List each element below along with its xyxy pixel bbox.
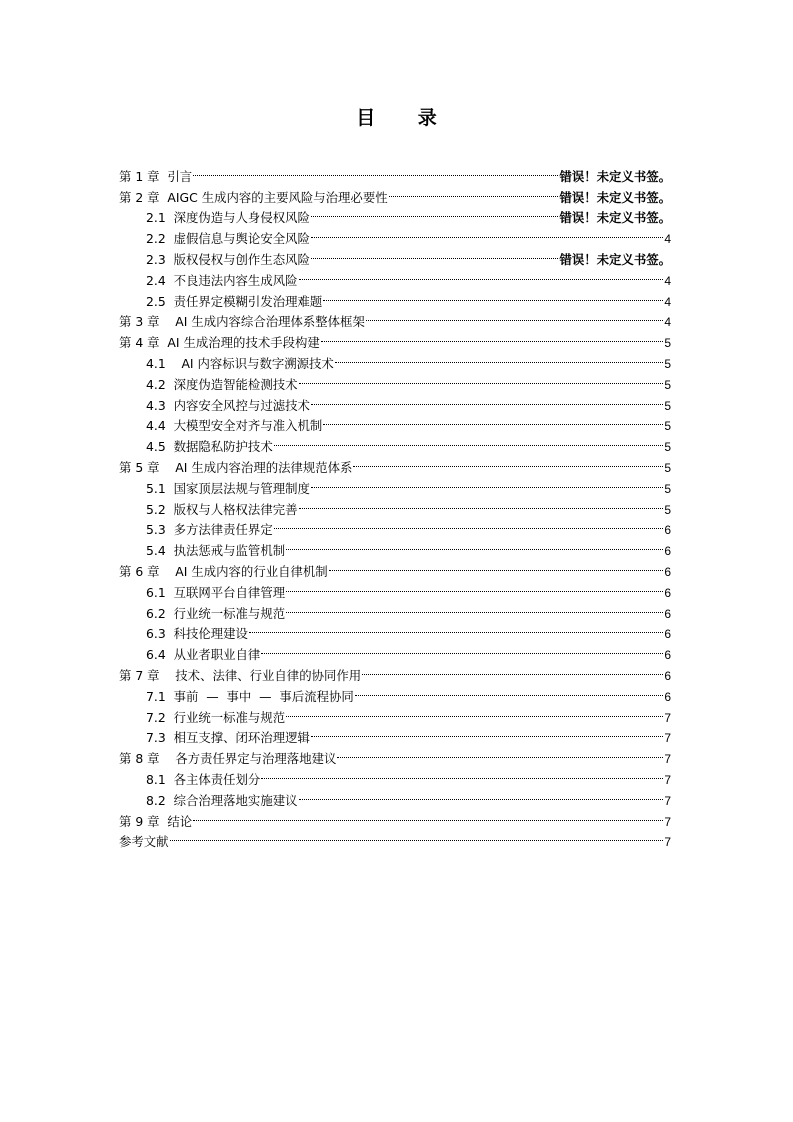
toc-page-number: 5 (664, 502, 671, 517)
toc-entry-text: 第 6 章 AI 生成内容的行业自律机制 (119, 563, 328, 579)
toc-page-number: 6 (664, 689, 671, 704)
toc-dot-leader (329, 555, 664, 576)
toc-entry-text: 第 9 章 结论 (119, 813, 193, 829)
toc-dot-leader (299, 368, 664, 389)
toc-dot-leader (286, 534, 663, 555)
toc-page-number: 7 (664, 710, 671, 725)
toc-dot-leader (249, 618, 663, 639)
toc-entry[interactable] (119, 826, 671, 850)
toc-dot-leader (274, 514, 664, 535)
toc-page-number: 6 (664, 544, 671, 559)
toc-entry-text: 4.5 数据隐私防护技术 (146, 439, 273, 455)
toc-list (119, 160, 671, 850)
toc-page-number: 6 (664, 668, 671, 683)
toc-entry-text: 5.3 多方法律责任界定 (146, 522, 273, 538)
toc-dot-leader (366, 306, 663, 327)
toc-dot-leader (311, 472, 663, 493)
toc-entry-text: 第 4 章 AI 生成治理的技术手段构建 (119, 335, 320, 351)
toc-entry-text: 2.4 不良违法内容生成风险 (146, 272, 298, 288)
toc-dot-leader (261, 763, 663, 784)
toc-entry-text: 4.3 内容安全风控与过滤技术 (146, 397, 310, 413)
toc-entry-text: 4.1 AI 内容标识与数字溯源技术 (146, 355, 334, 371)
toc-entry-text: 4.4 大模型安全对齐与准入机制 (146, 418, 323, 434)
toc-entry-text: 2.5 责任界定模糊引发治理难题 (146, 293, 323, 309)
toc-dot-leader (335, 347, 663, 368)
toc-page-number: 错误！未定义书签。 (559, 189, 671, 205)
toc-dot-leader (323, 285, 663, 306)
toc-page-number: 错误！未定义书签。 (559, 168, 671, 184)
toc-page-number: 4 (664, 294, 671, 309)
toc-page-number: 4 (664, 232, 671, 247)
toc-entry[interactable] (119, 805, 671, 829)
toc-entry-text: 2.2 虚假信息与舆论安全风险 (146, 231, 310, 247)
toc-page-number: 7 (664, 814, 671, 829)
toc-entry-text: 第 2 章 AIGC 生成内容的主要风险与治理必要性 (119, 189, 388, 205)
toc-dot-leader (170, 826, 664, 847)
toc-entry-text: 第 1 章 引言 (119, 168, 193, 184)
toc-entry-text: 第 7 章 技术、法律、行业自律的协同作用 (119, 667, 362, 683)
toc-dot-leader (355, 680, 664, 701)
toc-entry-text: 8.1 各主体责任划分 (146, 771, 261, 787)
toc-entry-text: 7.1 事前 — 事中 — 事后流程协同 (146, 688, 354, 704)
toc-dot-leader (193, 160, 558, 181)
toc-page-number: 5 (664, 440, 671, 455)
toc-page-number: 7 (664, 793, 671, 808)
toc-dot-leader (193, 805, 663, 826)
toc-dot-leader (299, 264, 664, 285)
toc-dot-leader (311, 722, 663, 743)
toc-dot-leader (261, 638, 663, 659)
toc-page-number: 4 (664, 315, 671, 330)
toc-page-number: 7 (664, 835, 671, 850)
toc-dot-leader (286, 597, 663, 618)
toc-entry-text: 第 3 章 AI 生成内容综合治理体系整体框架 (119, 314, 365, 330)
toc-entry-text: 5.2 版权与人格权法律完善 (146, 501, 298, 517)
toc-page-number: 错误！未定义书签。 (559, 210, 671, 226)
toc-entry-text: 6.4 从业者职业自律 (146, 647, 261, 663)
toc-entry-text: 6.2 行业统一标准与规范 (146, 605, 286, 621)
toc-page-number: 5 (664, 419, 671, 434)
toc-page-number: 5 (664, 377, 671, 392)
toc-dot-leader (311, 222, 663, 243)
toc-dot-leader (321, 326, 664, 347)
toc-page-number: 5 (664, 336, 671, 351)
toc-dot-leader (286, 576, 663, 597)
toc-page-number: 7 (664, 772, 671, 787)
toc-page-number: 6 (664, 523, 671, 538)
toc-entry-text: 参考文献 (119, 834, 169, 850)
toc-entry-text: 第 8 章 各方责任界定与治理落地建议 (119, 751, 337, 767)
toc-entry-text: 2.1 深度伪造与人身侵权风险 (146, 210, 310, 226)
toc-page-number: 6 (664, 606, 671, 621)
toc-title: 目 录 (356, 107, 455, 129)
toc-dot-leader (299, 784, 664, 805)
toc-dot-leader (311, 243, 559, 264)
toc-entry-text: 第 5 章 AI 生成内容治理的法律规范体系 (119, 459, 353, 475)
toc-dot-leader (274, 430, 664, 451)
toc-dot-leader (286, 701, 663, 722)
toc-page-number: 5 (664, 460, 671, 475)
toc-entry-text: 4.2 深度伪造智能检测技术 (146, 376, 298, 392)
toc-entry-text: 7.2 行业统一标准与规范 (146, 709, 286, 725)
toc-dot-leader (311, 202, 559, 223)
toc-dot-leader (353, 451, 663, 472)
toc-entry-text: 6.3 科技伦理建设 (146, 626, 248, 642)
toc-page-number: 7 (664, 731, 671, 746)
toc-page-number: 6 (664, 585, 671, 600)
toc-entry-text: 7.3 相互支撑、闭环治理逻辑 (146, 730, 310, 746)
toc-entry-text: 5.1 国家顶层法规与管理制度 (146, 480, 310, 496)
toc-dot-leader (362, 659, 663, 680)
toc-page-number: 4 (664, 273, 671, 288)
toc-dot-leader (323, 410, 663, 431)
toc-page-number: 6 (664, 564, 671, 579)
toc-page-number: 6 (664, 627, 671, 642)
toc-entry-text: 8.2 综合治理落地实施建议 (146, 792, 298, 808)
toc-dot-leader (337, 742, 663, 763)
toc-page-number: 7 (664, 752, 671, 767)
toc-page-number: 6 (664, 648, 671, 663)
toc-dot-leader (311, 389, 663, 410)
toc-dot-leader (389, 181, 559, 202)
toc-dot-leader (299, 493, 664, 514)
toc-entry[interactable] (119, 160, 671, 184)
toc-page-number: 5 (664, 398, 671, 413)
toc-page-number: 5 (664, 481, 671, 496)
toc-entry-text: 2.3 版权侵权与创作生态风险 (146, 251, 310, 267)
toc-entry-text: 6.1 互联网平台自律管理 (146, 584, 286, 600)
toc-page-number: 5 (664, 356, 671, 371)
toc-entry-text: 5.4 执法惩戒与监管机制 (146, 543, 286, 559)
toc-page-number: 错误！未定义书签。 (559, 251, 671, 267)
